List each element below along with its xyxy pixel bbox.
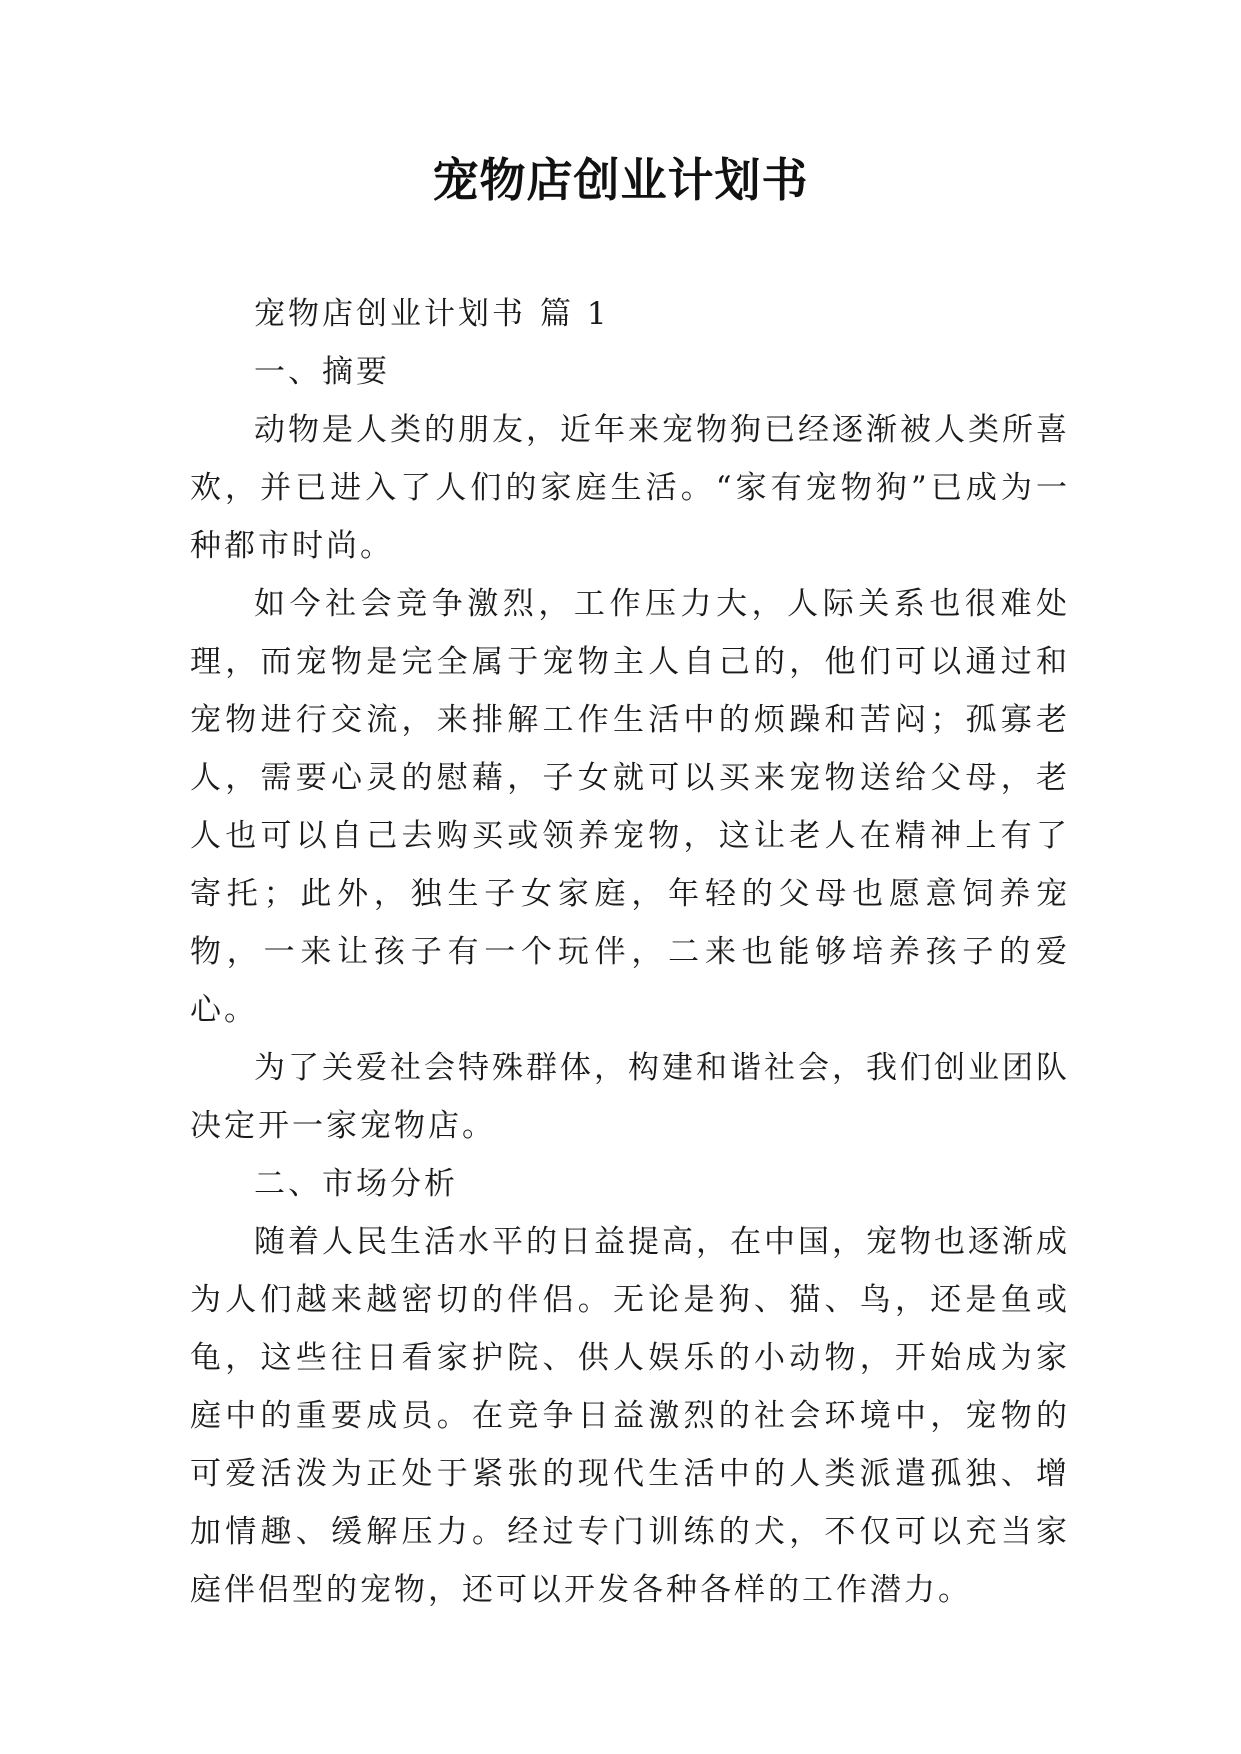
document-body: [190, 285, 1070, 1619]
paragraph: 随着人民生活水平的日益提高，在中国，宠物也逐渐成为人们越来越密切的伴侣。无论是狗、猫、鸟，还是鱼或龟，这些往日看家护院、供人娱乐的小动物，开始成为家庭中的重要成员。在竞争日益激烈的社会环境中，宠物的可爱活泼为正处于紧张的现代生活中的人类派遣孤独、增加情趣、缓解压力。经过专门训练的犬，不仅可以充当家庭伴侣型的宠物，还可以开发各种各样的工作潜力。: [190, 1224, 1070, 1608]
paragraph: 动物是人类的朋友，近年来宠物狗已经逐渐被人类所喜欢，并已进入了人们的家庭生活。“家有宠物狗”已成为一种都市时尚。: [190, 412, 1070, 564]
subtitle-text: 宠物店创业计划书: [254, 296, 526, 332]
heading-market-analysis: 二、市场分析: [254, 1166, 458, 1202]
heading-summary: 一、摘要: [254, 354, 390, 390]
paragraph: 如今社会竞争激烈，工作压力大，人际关系也很难处理，而宠物是完全属于宠物主人自己的，他们可以通过和宠物进行交流，来排解工作生活中的烦躁和苦闷；孤寡老人，需要心灵的慰藉，子女就可以买来宠物送给父母，老人也可以自己去购买或领养宠物，这让老人在精神上有了寄托；此外，独生子女家庭，年轻的父母也愿意饲养宠物，一来让孩子有一个玩伴，二来也能够培养孩子的爱心。: [190, 586, 1070, 1028]
paragraph: 为了关爱社会特殊群体，构建和谐社会，我们创业团队决定开一家宠物店。: [190, 1050, 1070, 1144]
document-title: 宠物店创业计划书: [432, 153, 809, 207]
section-subtitle: [190, 285, 1070, 343]
subtitle-part-number: 篇 1: [540, 296, 610, 332]
